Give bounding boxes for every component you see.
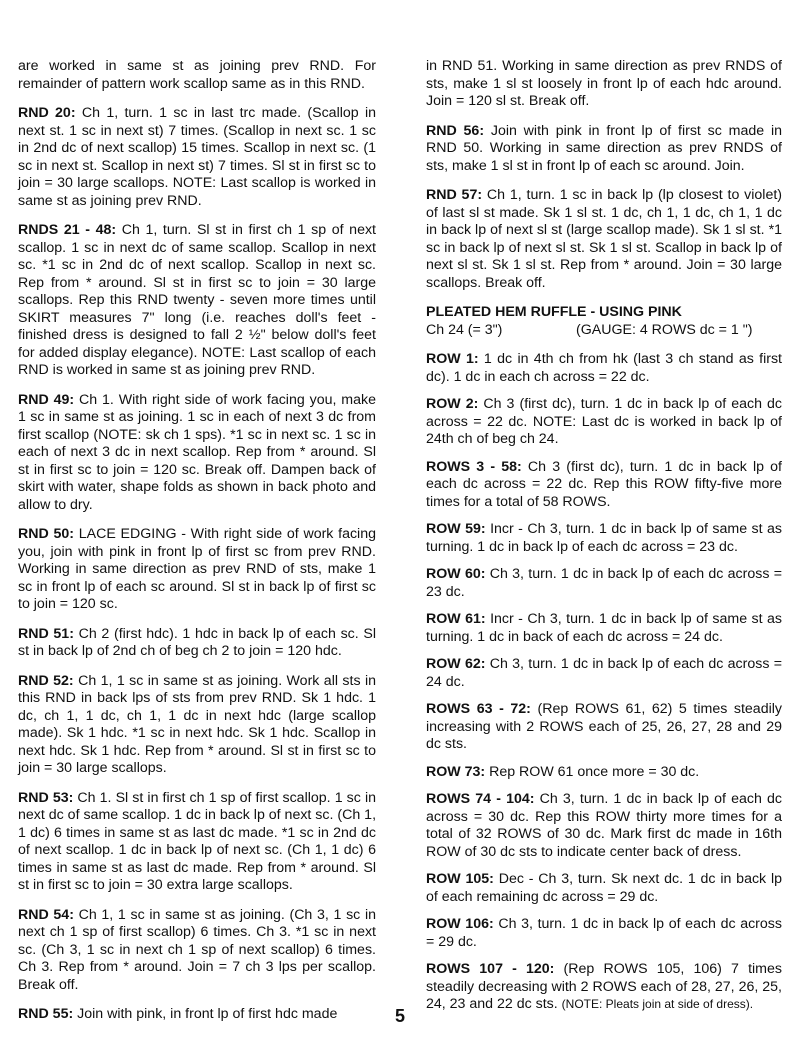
row-text: Dec - Ch 3, turn. Sk next dc. 1 dc in back lp of each remaining dc across = 29 dc. [426,871,783,905]
left-column [18,58,376,1036]
paragraph-text: Ch 1, turn. Sl st in first ch 1 sp of next scallop. 1 sc in next dc of same scallop. Scallop in next sc. *1 sc in 2nd dc of next scallop. Scallop in next sc. Rep from * around. Sl st in first sc to join = 30 large scallops. Rep this RND twenty - seven more times until SKIRT measures 7" long (i.e. reaches doll's feet - finished dress is designed to fall 2 ½" below doll's feet for added display elegance). NOTE: Last scallop of each RND is worked in same st as joining prev RND. [18,222,376,378]
paragraph-text: Ch 1, turn. 1 sc in last trc made. (Scallop in next st. 1 sc in next st) 7 times. (Scallop in next sc. 1 sc in 2nd dc of next scallop) 15 times. Scallop in next sc. (1 sc in next st. Scallop in next st) 7 times. Sl st in first sc to join = 30 large scallops. NOTE: Last scallop is worked in same st as joining prev RND. [18,105,377,209]
right-column [426,58,782,1024]
paragraph-text: Join with pink in front lp of first sc made in RND 50. Working in same direction as prev RNDS of sts, make 1 sl st in front lp of each sc around. Join. [426,122,782,174]
gauge-spec: (GAUGE: 4 ROWS dc = 1 ") [576,321,753,338]
paragraph [18,790,376,895]
paragraph-text: Join with pink, in front lp of first hdc made [73,1006,338,1022]
paragraph-text: Ch 1. Sl st in first ch 1 sp of first scallop. 1 sc in next dc of same scallop. 1 dc in back lp of next sc. (Ch 1, 1 dc) 6 times in same st as last dc made. *1 sc in 2nd dc of next scallop. 1 dc in back lp of next sc. (Ch 1, 1 dc) 6 times in same st as last dc made. Rep from * around. Sl st in first sc to join = 30 extra large scallops. [18,789,377,893]
chain-spec: Ch 24 (= 3") [426,321,503,338]
paragraph [18,392,376,515]
row-label: ROWS 74 - 104: [426,791,535,807]
paragraph-label: RND 52: [18,672,74,689]
page-number: 5 [394,1006,405,1026]
row-text: Ch 3 (first dc), turn. 1 dc in back lp of each dc across = 22 dc. Rep this ROW fifty-five more times for a total of 58 ROWS. [426,458,782,510]
paragraph-text: in RND 51. Working in same direction as prev RNDS of sts, make 1 sl st loosely in front lp of each hdc around. Join = 120 sl st. Break off. [426,58,782,109]
row-text: (Rep ROWS 105, 106) 7 times steadily decreasing with 2 ROWS each of 28, 27, 26, 25, 24, 23 and 22 dc sts. [426,961,782,1012]
row-label: ROWS 3 - 58: [426,458,522,475]
row-label: ROW 61: [426,611,486,627]
paragraph-label: RND 57: [426,187,483,203]
paragraph-text: Ch 1. With right side of work facing you, make 1 sc in same st as joining. 1 sc in each of next 3 dc from first scallop (NOTE: sk ch 1 sps). *1 sc in next sc. 1 sc in each of next 3 dc in next scallop. Rep from * around. Sl st in first sc to join = 120 sc. Break off. Dampen back of skirt with water, shape folds as shown in back photo and allow to dry. [18,391,376,513]
row-instruction [426,656,782,691]
row-text: Ch 3, turn. 1 dc in back lp of each dc across = 29 dc. [426,916,782,950]
row-instruction [426,396,782,449]
row-label: ROWS 63 - 72: [426,701,531,717]
paragraph-label: RND 20: [18,105,76,121]
row-text: Ch 3 (first dc), turn. 1 dc in back lp of each dc across = 22 dc. NOTE: Last dc is worked in back lp of 24th ch of beg ch 24. [426,396,782,447]
row-label: ROW 62: [426,656,486,672]
row-text: Incr - Ch 3, turn. 1 dc in back lp of same st as turning. 1 dc in back lp of each dc across = 23 dc. [426,521,782,555]
row-text: Incr - Ch 3, turn. 1 dc in back lp of same st as turning. 1 dc in back of each dc across = 24 dc. [426,611,782,645]
row-text: Ch 3, turn. 1 dc in back lp of each dc across = 23 dc. [426,566,783,600]
gauge-line [426,322,782,340]
paragraph-label: RNDS 21 - 48: [18,222,117,238]
paragraph-text: Ch 1, 1 sc in same st as joining. Work all sts in this RND in back lps of sts from prev RND. Sk 1 hdc. 1 dc, ch 1, 1 dc, ch 1, 1 dc in next hdc (large scallop made). Sk 1 hdc. *1 sc in next hdc. Sk 1 hdc. Scallop in next hdc. Sk 1 hdc. Rep from * around. Sl st in first sc to join = 30 large scallops. [18,672,376,776]
row-label: ROW 1: [426,351,479,367]
paragraph [18,526,376,614]
row-label: ROW 106: [426,916,494,932]
row-instruction [426,701,782,754]
paragraph-text: are worked in same st as joining prev RND. For remainder of pattern work scallop same as in this RND. [18,58,376,92]
paragraph-label: RND 55: [18,1006,74,1022]
row-label: ROW 73: [426,763,486,780]
paragraph-text: LACE EDGING - With right side of work facing you, join with pink in front lp of first sc from prev RND. Working in same direction as prev RND of sts, make 1 sc in front lp of each sc around. Sl st in back lp of first sc to join = 120 sc. [18,526,376,612]
row-label: ROW 2: [426,396,479,412]
paragraph-label: RND 53: [18,789,74,806]
paragraph [18,673,376,778]
paragraph [18,626,376,661]
hem-heading: PLEATED HEM RUFFLE - USING PINK [426,304,682,320]
row-instruction [426,764,782,782]
paragraph-text: Ch 1, turn. 1 sc in back lp (lp closest to violet) of last sl st made. Sk 1 sl st. 1 dc, ch 1, 1 dc, ch 1, 1 dc in back lp of next sl st (large scallop made). Sk 1 sl st. *1 sc in back lp of next sl st. Sk 1 sl st. Scallop in back lp of next sl st. Sk 1 sl st. Rep from * around. Join = 30 large scallops. Break off. [426,187,783,291]
row-instruction [426,566,782,601]
paragraph-text: Ch 1, 1 sc in same st as joining. (Ch 3, 1 sc in next ch 1 sp of first scallop) 6 times. Ch 3. *1 sc in next sc. (Ch 3, 1 sc in next ch 1 sp of next scallop) 6 times. Ch 3. Rep from * around. Join = 7 ch 3 lps per scallop. Break off. [18,906,376,993]
row-text: Rep ROW 61 once more = 30 dc. [485,763,700,780]
pleats-note: (NOTE: Pleats join at side of dress). [561,997,754,1011]
row-instruction [426,791,782,861]
paragraph [426,58,782,111]
row-label: ROWS 107 - 120: [426,961,555,977]
row-text: Ch 3, turn. 1 dc in back lp of each dc across = 24 dc. [426,656,783,690]
row-instruction [426,871,782,906]
paragraph [426,187,782,292]
row-instruction [426,611,782,646]
row-instruction [426,459,782,512]
paragraph-label: RND 51: [18,625,74,642]
row-label: ROW 60: [426,566,486,582]
paragraph-label: RND 56: [426,122,485,139]
paragraph-text: Ch 2 (first hdc). 1 hdc in back lp of each sc. Sl st in back lp of 2nd ch of beg ch 2 to join = 120 hdc. [18,625,376,659]
row-instruction [426,521,782,556]
row-label: ROW 105: [426,871,494,887]
row-text: 1 dc in 4th ch from hk (last 3 ch stand as first dc). 1 dc in each ch across = 22 dc. [426,351,782,385]
row-instruction [426,351,782,386]
paragraph [18,58,376,93]
paragraph [18,105,376,210]
row-instruction [426,916,782,951]
row-instruction [426,961,782,1014]
paragraph-label: RND 54: [18,906,74,923]
paragraph [426,123,782,176]
row-text: Ch 3, turn. 1 dc in back lp of each dc across = 30 dc. Rep this ROW thirty more times for a total of 32 ROWS of 30 dc. Mark first dc made in 16th ROW of 30 dc sts to indicate center back of dress. [426,791,782,860]
paragraph-label: RND 49: [18,391,75,408]
row-text: (Rep ROWS 61, 62) 5 times steadily increasing with 2 ROWS each of 25, 26, 27, 28 and 29 dc sts. [426,701,782,752]
row-label: ROW 59: [426,521,486,537]
paragraph-label: RND 50: [18,526,74,542]
paragraph [18,222,376,380]
paragraph [18,907,376,995]
